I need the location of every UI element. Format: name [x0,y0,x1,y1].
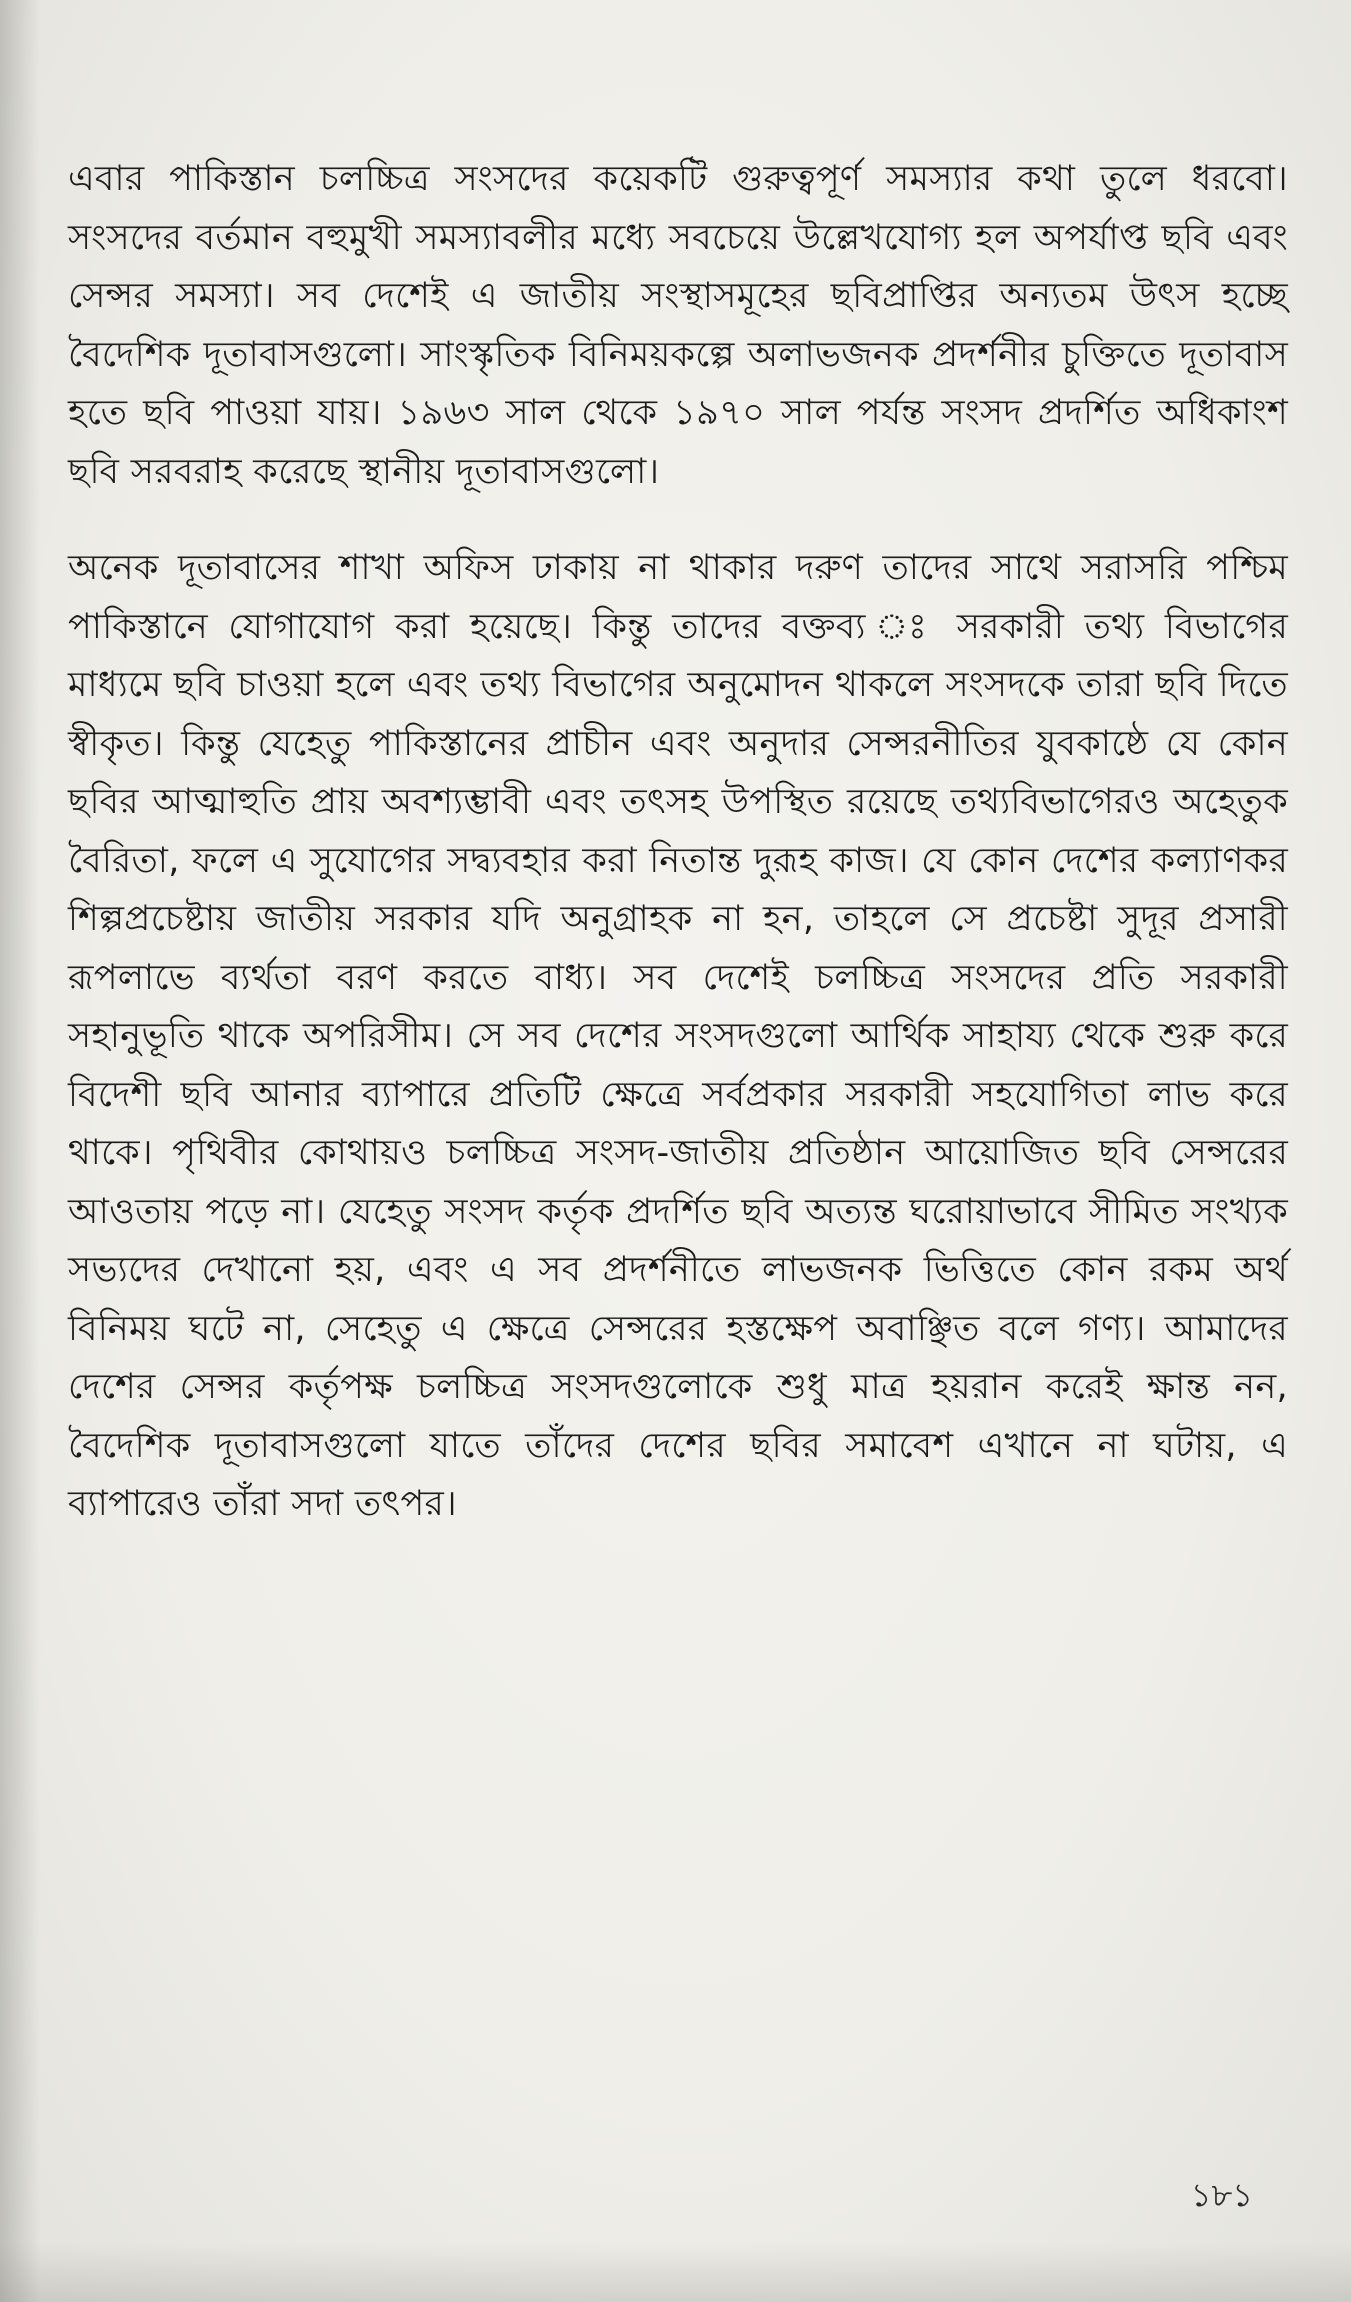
page-edge-shadow [0,0,40,2302]
page-bottom-shadow [0,2242,1351,2302]
paragraph-1: এবার পাকিস্তান চলচ্চিত্র সংসদের কয়েকটি গুরুত্বপূর্ণ সমস্যার কথা তুলে ধরবো। সংসদের বর্তমান বহুমুখী সমস্যাবলীর মধ্যে সবচেয়ে উল্লেখযোগ্য হল অপর্যাপ্ত ছবি এবং সেন্সর সমস্যা। সব দেশেই এ জাতীয় সংস্থাসমূহের ছবিপ্রাপ্তির অন্যতম উৎস হচ্ছে বৈদেশিক দূতাবাসগুলো। সাংস্কৃতিক বিনিময়কল্পে অলাভজনক প্রদর্শনীর চুক্তিতে দূতাবাস হতে ছবি পাওয়া যায়। ১৯৬৩ সাল থেকে ১৯৭০ সাল পর্যন্ত সংসদ প্রদর্শিত অধিকাংশ ছবি সরবরাহ করেছে স্থানীয় দূতাবাসগুলো। [68,159,1288,492]
body-text [68,150,1288,1534]
page-number: ১৮১ [1190,2176,1253,2214]
paragraph-2: অনেক দূতাবাসের শাখা অফিস ঢাকায় না থাকার দরুণ তাদের সাথে সরাসরি পশ্চিম পাকিস্তানে যোগাযোগ করা হয়েছে। কিন্তু তাদের বক্তব্য ঃ সরকারী তথ্য বিভাগের মাধ্যমে ছবি চাওয়া হলে এবং তথ্য বিভাগের অনুমোদন থাকলে সংসদকে তারা ছবি দিতে স্বীকৃত। কিন্তু যেহেতু পাকিস্তানের প্রাচীন এবং অনুদার সেন্সরনীতির যুবকাষ্ঠে যে কোন ছবির আত্মাহুতি প্রায় অবশ্যম্ভাবী এবং তৎসহ উপস্থিত রয়েছে তথ্যবিভাগেরও অহেতুক বৈরিতা, ফলে এ সুযোগের সদ্ব্যবহার করা নিতান্ত দুরূহ কাজ। যে কোন দেশের কল্যাণকর শিল্পপ্রচেষ্টায় জাতীয় সরকার যদি অনুগ্রাহক না হন, তাহলে সে প্রচেষ্টা সুদূর প্রসারী রূপলাভে ব্যর্থতা বরণ করতে বাধ্য। সব দেশেই চলচ্চিত্র সংসদের প্রতি সরকারী সহানুভূতি থাকে অপরিসীম। সে সব দেশের সংসদগুলো আর্থিক সাহায্য থেকে শুরু করে বিদেশী ছবি আনার ব্যাপারে প্রতিটি ক্ষেত্রে সর্বপ্রকার সরকারী সহযোগিতা লাভ করে থাকে। পৃথিবীর কোথায়ও চলচ্চিত্র সংসদ-জাতীয় প্রতিষ্ঠান আয়োজিত ছবি সেন্সরের আওতায় পড়ে না। যেহেতু সংসদ কর্তৃক প্রদর্শিত ছবি অত্যন্ত ঘরোয়াভাবে সীমিত সংখ্যক সভ্যদের দেখানো হয়, এবং এ সব প্রদর্শনীতে লাভজনক ভিত্তিতে কোন রকম অর্থ বিনিময় ঘটে না, সেহেতু এ ক্ষেত্রে সেন্সরের হস্তক্ষেপ অবাঞ্ছিত বলে গণ্য। আমাদের দেশের সেন্সর কর্তৃপক্ষ চলচ্চিত্র সংসদগুলোকে শুধু মাত্র হয়রান করেই ক্ষান্ত নন, বৈদেশিক দূতাবাসগুলো যাতে তাঁদের দেশের ছবির সমাবেশ এখানে না ঘটায়, এ ব্যাপারেও তাঁরা সদা তৎপর। [68,548,1288,1524]
